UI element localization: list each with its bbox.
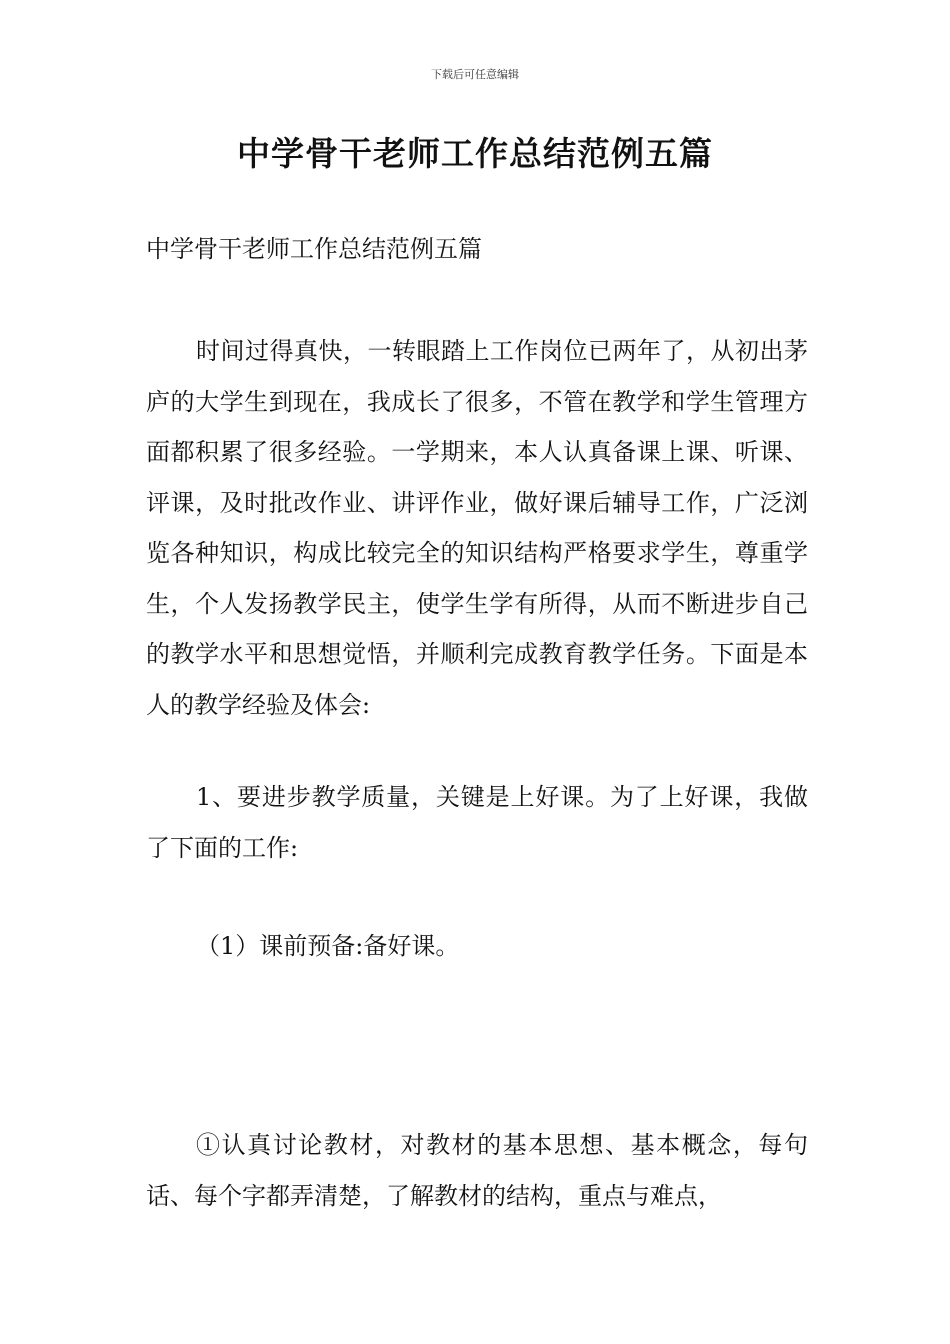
paragraph-item-1: ①认真讨论教材，对教材的基本思想、基本概念，每句话、每个字都弄清楚，了解教材的结构，重点与难点，: [146, 1131, 808, 1210]
paragraph-intro: 时间过得真快，一转眼踏上工作岗位已两年了，从初出茅庐的大学生到现在，我成长了很多，不管在教学和学生管理方面都积累了很多经验。一学期来，本人认真备课上课、听课、评课，及时批改作业、讲评作业，做好课后辅导工作，广泛浏览各种知识，构成比较完全的知识结构严格要求学生，尊重学生，个人发扬教学民主，使学生学有所得，从而不断进步自己的教学水平和思想觉悟，并顺利完成教育教学任务。下面是本人的教学经验及体会:: [146, 337, 808, 719]
paragraph-subpoint-1: （1）课前预备:备好课。: [196, 932, 460, 960]
document-title: 中学骨干老师工作总结范例五篇: [237, 134, 713, 173]
header-note: 下载后可任意编辑: [431, 68, 519, 81]
document-subtitle: 中学骨干老师工作总结范例五篇: [146, 235, 482, 263]
paragraph-point-1: 1、要进步教学质量，关键是上好课。为了上好课，我做了下面的工作:: [146, 783, 808, 862]
